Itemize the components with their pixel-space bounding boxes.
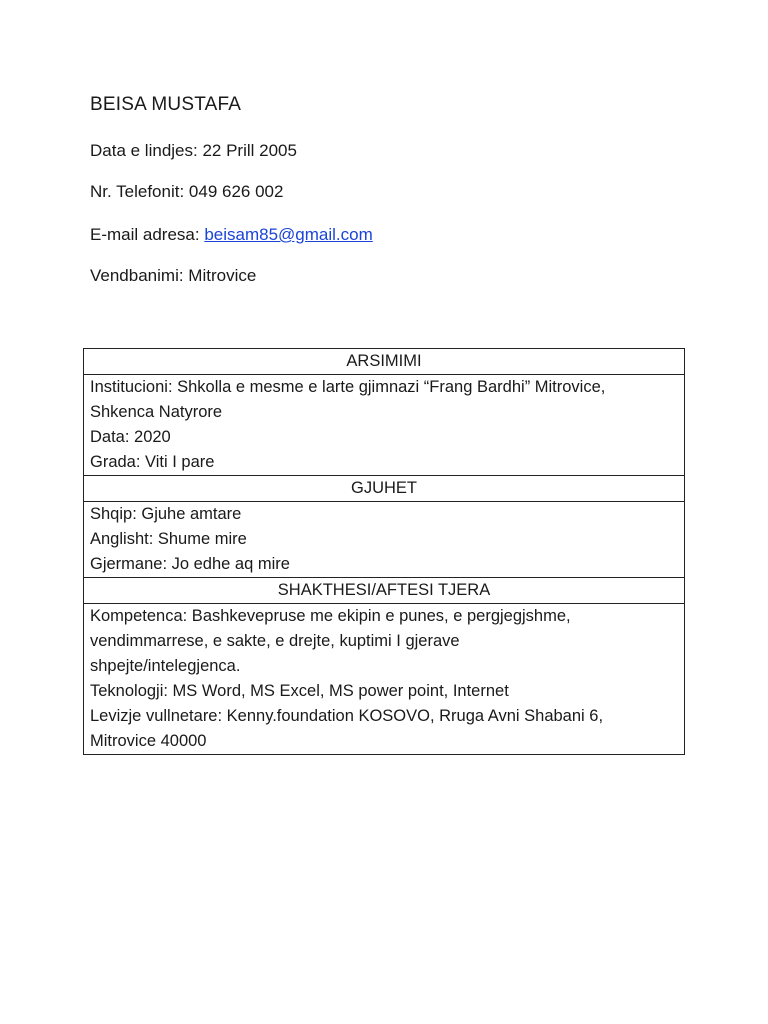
skills-line: Levizje vullnetare: Kenny.foundation KOSOVO, Rruga Avni Shabani 6,: [90, 707, 604, 725]
skills-line: Teknologji: MS Word, MS Excel, MS power point, Internet: [90, 682, 509, 700]
education-content: [84, 375, 685, 476]
email-line: [90, 225, 373, 245]
skills-line: vendimmarrese, e sakte, e drejte, kuptimi I gjerave: [90, 632, 460, 650]
education-line: Shkenca Natyrore: [90, 403, 223, 421]
skills-content: [84, 604, 685, 755]
phone-number: Nr. Telefonit: 049 626 002: [90, 182, 284, 201]
languages-title: GJUHET: [84, 476, 685, 502]
education-line: Institucioni: Shkolla e mesme e larte gjimnazi “Frang Bardhi” Mitrovice,: [90, 378, 606, 396]
language-line: Anglisht: Shume mire: [90, 530, 247, 548]
language-line: Gjermane: Jo edhe aq mire: [90, 555, 290, 573]
language-line: Shqip: Gjuhe amtare: [90, 505, 242, 523]
education-line: Grada: Viti I pare: [90, 453, 215, 471]
residence: Vendbanimi: Mitrovice: [90, 266, 257, 285]
email-link[interactable]: beisam85@gmail.com: [204, 225, 373, 244]
birth-date: Data e lindjes: 22 Prill 2005: [90, 141, 297, 160]
skills-header-row: [84, 578, 685, 604]
education-line: Data: 2020: [90, 428, 171, 446]
languages-header-row: [84, 476, 685, 502]
cv-table: [83, 348, 685, 755]
skills-line: Kompetenca: Bashkevepruse me ekipin e punes, e pergjegjshme,: [90, 607, 571, 625]
skills-line: shpejte/intelegjenca.: [90, 657, 241, 675]
email-label: E-mail adresa:: [90, 225, 205, 244]
education-content-row: [84, 375, 685, 476]
skills-content-row: [84, 604, 685, 755]
languages-content-row: [84, 502, 685, 578]
person-name: BEISA MUSTAFA: [90, 94, 242, 115]
education-header-row: [84, 349, 685, 375]
skills-title: SHAKTHESI/AFTESI TJERA: [84, 578, 685, 604]
skills-line: Mitrovice 40000: [90, 732, 207, 750]
education-title: ARSIMIMI: [84, 349, 685, 375]
languages-content: [84, 502, 685, 578]
